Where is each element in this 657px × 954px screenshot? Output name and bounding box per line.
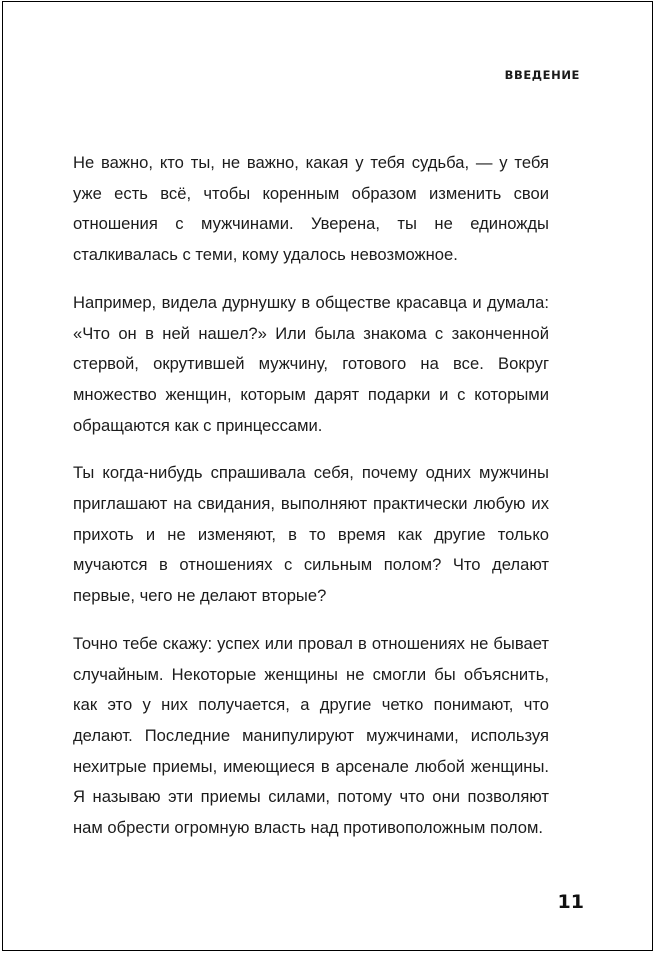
paragraph-3: Ты когда-нибудь спрашивала себя, почему одних мужчины приглашают на свидания, выполняют практически любую их прихоть и не изменяют, в то время как другие только мучаются в отношениях с сильным полом? Что делают первые, чего не делают вторые? bbox=[73, 463, 549, 606]
paragraph-1: Не важно, кто ты, не важно, какая у тебя судьба, — у тебя уже есть всё, чтобы коренным образом изменить свои отношения с мужчинами. Уверена, ты не единожды сталкивалась с теми, кому удалось невозможное. bbox=[73, 153, 549, 265]
page-number: 11 bbox=[557, 891, 584, 913]
paragraph-4: Точно тебе скажу: успех или провал в отношениях не бывает случайным. Некоторые женщины не смогли бы объяснить, как это у них получается, а другие четко понимают, что делают. Последние манипулируют мужчинами, используя нехитрые приемы, имеющиеся в арсенале любой женщины. Я называю эти приемы силами, потому что они позволяют нам обрести огромную власть над противоположным полом. bbox=[73, 633, 549, 838]
book-page bbox=[2, 1, 653, 951]
paragraph-2: Например, видела дурнушку в обществе красавца и думала: «Что он в ней нашел?» Или была знакома с законченной стервой, окрутившей мужчину, готового на все. Вокруг множество женщин, которым дарят подарки и с которыми обращаются как с принцессами. bbox=[73, 292, 549, 435]
running-header: ВВЕДЕНИЕ bbox=[504, 68, 580, 82]
body-text bbox=[73, 148, 549, 861]
